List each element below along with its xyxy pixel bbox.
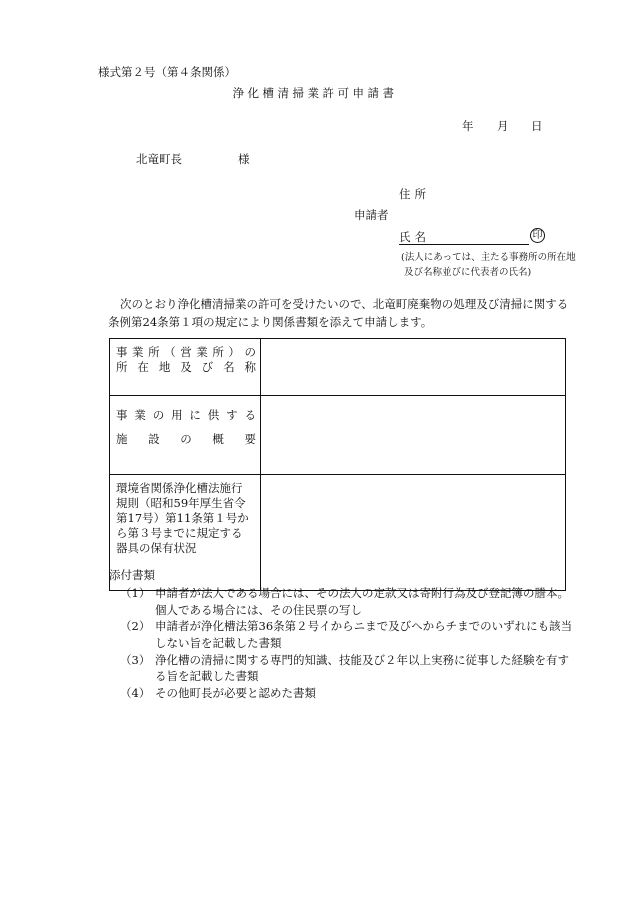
equipment-status-label-line2: 規則（昭和59年厚生省令 <box>116 495 246 510</box>
document-title: 浄化槽清掃業許可申請書 <box>232 86 398 100</box>
office-location-label-line2: 所在地及び名称 <box>116 359 256 374</box>
attachment-number: （4） <box>120 686 151 701</box>
list-item <box>120 685 580 702</box>
table-row <box>110 475 566 591</box>
attachment-text: 浄化槽の清掃に関する専門的知識、技能及び２年以上実務に従事した経験を有する旨を記載した書類 <box>155 652 569 684</box>
applicant-name-label: 氏名 <box>399 230 430 244</box>
application-table <box>109 338 566 591</box>
attachment-text: その他町長が必要と認めた書類 <box>155 686 316 701</box>
attachment-number: （2） <box>120 619 151 634</box>
corporation-note-line1: (法人にあっては、主たる事務所の所在地 <box>401 252 576 263</box>
equipment-status-label-line4: ら第３号までに規定する <box>116 525 243 540</box>
addressee-name: 北竜町長 <box>136 152 182 166</box>
attachment-number: （3） <box>120 652 151 667</box>
applicant-name-field[interactable] <box>399 244 529 245</box>
facility-overview-label-line1: 事業の用に供する <box>116 408 256 422</box>
table-row <box>110 396 566 475</box>
list-item <box>120 585 580 618</box>
facility-overview-value-cell[interactable] <box>261 396 566 475</box>
list-item <box>120 618 580 651</box>
attachment-number: （1） <box>120 586 151 600</box>
attachments-list <box>120 585 580 702</box>
date-year-label: 年 <box>462 119 474 133</box>
equipment-status-label-line3: 第17号）第11条第１号か <box>116 510 249 525</box>
date-month-label: 月 <box>497 119 509 133</box>
attachments-heading: 添付書類 <box>109 568 155 582</box>
intro-paragraph: 次のとおり浄化槽清掃業の許可を受けたいので、北竜町廃棄物の処理及び清掃に関する条例第24条第１項の規定により関係書類を添えて申請します。 <box>108 297 569 329</box>
date-day-label: 日 <box>531 119 543 133</box>
attachment-text: 申請者が浄化槽法第36条第２号イからニまで及びヘからチまでのいずれにも該当しない旨を記載した書類 <box>155 619 573 651</box>
form-number: 様式第２号（第４条関係） <box>98 65 236 79</box>
attachment-text: 申請者が法人である場合には、その法人の定款又は寄附行為及び登記簿の謄本。個人である場合には、その住民票の写し <box>155 586 569 617</box>
office-location-label-cell <box>110 339 261 396</box>
facility-overview-label-line2: 施設の概要 <box>116 431 256 446</box>
applicant-address-label: 住所 <box>399 187 430 201</box>
addressee-honorific: 様 <box>238 152 250 166</box>
table-row <box>110 339 566 396</box>
office-location-label-line1: 事業所（営業所）の <box>116 345 256 359</box>
equipment-status-label-line5: 器具の保有状況 <box>116 540 197 555</box>
seal-icon: 印 <box>530 228 545 243</box>
facility-overview-label-cell <box>110 396 261 475</box>
list-item <box>120 652 580 685</box>
office-location-value-cell[interactable] <box>261 339 566 396</box>
corporation-note-line2: 及び名称並びに代表者の氏名) <box>404 267 532 278</box>
equipment-status-label-line1: 環境省関係浄化槽法施行 <box>116 481 243 495</box>
applicant-label: 申請者 <box>354 208 389 222</box>
equipment-status-value-cell[interactable] <box>261 475 566 591</box>
